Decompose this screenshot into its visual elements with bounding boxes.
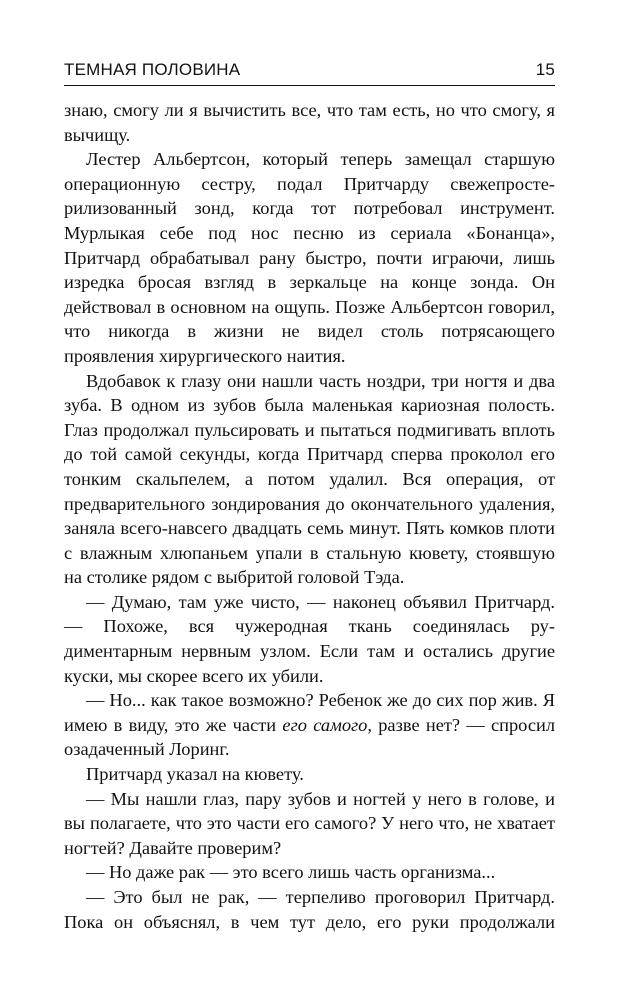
book-page (64, 60, 555, 934)
body-text (64, 98, 555, 934)
paragraph-8: — Но даже рак — это всего лишь часть организма... (86, 862, 496, 883)
paragraph-5-end: разве нет? — спросил озадаченный Лоринг. (64, 714, 555, 760)
running-head-title: ТЕМНАЯ ПОЛОВИНА (64, 60, 241, 79)
page-number: 15 (535, 60, 555, 79)
paragraph-5-italic: его самого, (282, 714, 372, 735)
paragraph-6: Притчард указал на кювету. (86, 764, 304, 785)
paragraph-1: знаю, смогу ли я вычистить все, что там есть, но что смогу, я вычищу. (64, 100, 555, 145)
paragraph-9: — Это был не рак, — терпеливо проговорил Притчард. Пока он объяснял, в чем тут дело, его руки продолжали (64, 887, 555, 932)
paragraph-7: — Мы нашли глаз, пару зубов и ногтей у него в голове, и вы полагаете, что это части его самого? У него что, не хватает ногтей? Давайте проверим? (64, 788, 555, 858)
running-head (64, 60, 555, 86)
paragraph-2: Лестер Альбертсон, который теперь замещал старшую операционную сестру, подал Притчарду свежепростерилизованный зонд, когда тот потребовал инструмент. Мурлыкая себе под нос песню из сериала «Бонанца», Притчард обрабатывал рану быстро, почти играючи, лишь изредка бросая взгляд в зеркальце на конце зонда. Он действовал в основном на ощупь. Позже Альбертсон говорил, что никогда в жизни не видел столь потрясающего проявления хирургического наития. (64, 149, 555, 366)
paragraph-5-start: — Но... как такое возможно? Ребенок же до сих пор жив. Я имею в виду, это же части (64, 690, 555, 735)
paragraph-5 (64, 688, 555, 762)
paragraph-4: — Думаю, там уже чисто, — наконец объявил Притчард. — Похоже, вся чужеродная ткань соединялась рудиментарным нервным узлом. Если там и остались другие куски, мы скорее всего их убили. (64, 591, 555, 686)
paragraph-3: Вдобавок к глазу они нашли часть ноздри, три ногтя и два зуба. В одном из зубов была маленькая кариозная полость. Глаз продолжал пульсировать и пытаться подмигивать вплоть до той самой секунды, когда Притчард сперва проколол его тонким скальпелем, а потом удалил. Вся операция, от предварительного зондирования до окончательного удаления, заняла всего-навсего двадцать семь минут. Пять комков плоти с влажным хлюпаньем упали в стальную кювету, стоявшую на столике рядом с выбритой головой Тэда. (64, 370, 555, 588)
